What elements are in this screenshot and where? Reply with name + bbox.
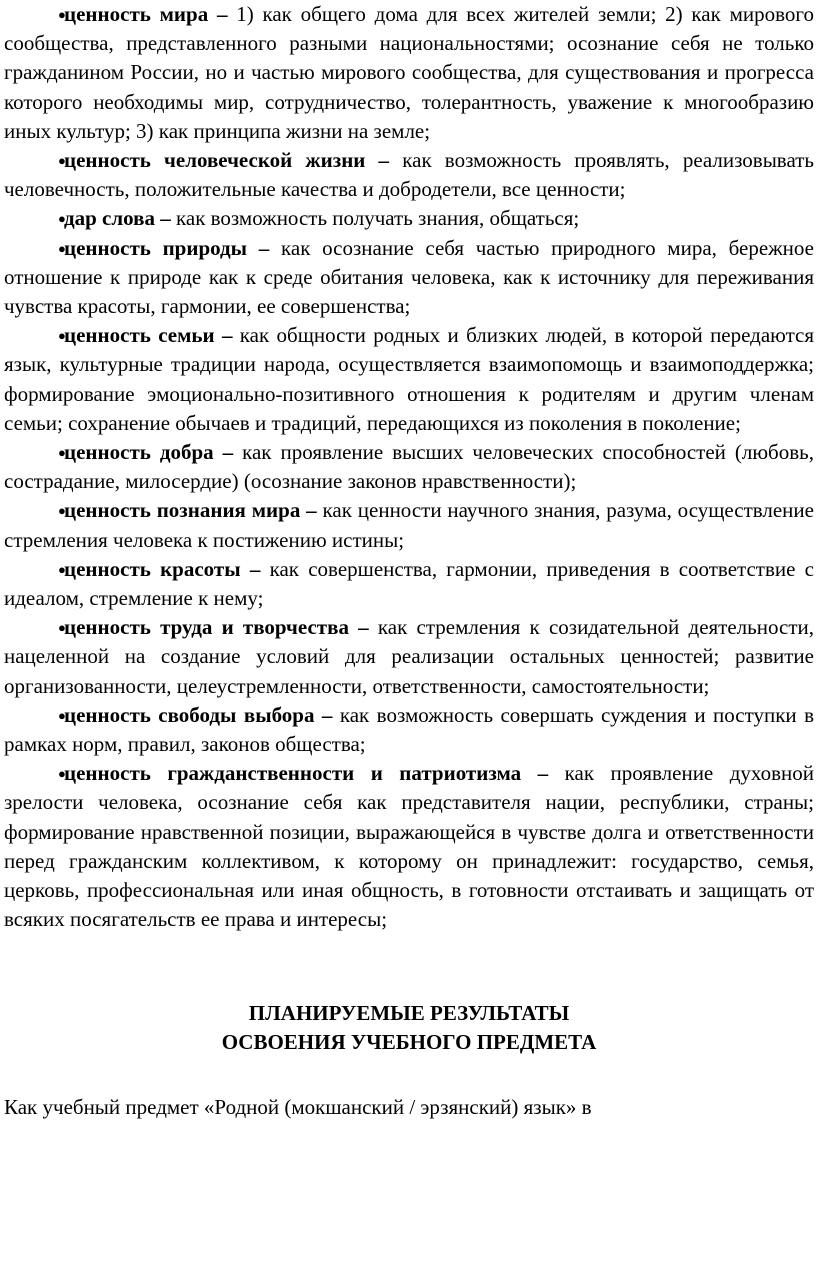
value-dash: – <box>365 148 403 173</box>
value-term: дар слова <box>64 206 155 231</box>
value-term: ценность мира <box>64 2 209 26</box>
bullet-icon: ● <box>58 211 66 227</box>
value-description: как проявление духовной зрелости человека, осознание себя как представителя нации, республики, страны; формирование нравственной позиции, выражающейся в чувстве долга и ответственности перед гражданским коллективом, к которому он принадлежит: государство, семья, церковь, профессиональная или иная общность, в готовности отстаивать и защищать от всяких посягательств ее права и интересы; <box>4 761 815 932</box>
bullet-icon: ● <box>58 503 66 519</box>
value-dash: – <box>213 440 243 465</box>
bullet-icon: ● <box>58 7 66 22</box>
bullet-icon: ● <box>58 445 66 461</box>
value-term: ценность семьи <box>64 323 215 348</box>
value-term: ценность красоты <box>64 556 241 581</box>
value-dash: – <box>208 2 237 26</box>
value-list-item <box>4 701 814 759</box>
value-list-item <box>4 146 814 204</box>
bullet-icon: ● <box>58 707 66 723</box>
bullet-icon: ● <box>58 561 66 577</box>
value-list-item <box>4 321 814 438</box>
value-list-item <box>4 555 814 613</box>
value-description: как возможность получать знания, общаться; <box>175 206 580 231</box>
bullet-icon: ● <box>58 328 66 344</box>
value-dash: – <box>521 761 565 786</box>
value-term: ценность гражданственности и патриотизма <box>64 761 522 786</box>
value-description: как возможность проявлять, реализовывать человечность, положительные качества и добродетели, все ценности; <box>4 148 814 202</box>
value-dash: – <box>154 206 176 231</box>
value-dash: – <box>314 702 340 727</box>
value-dash: – <box>214 323 240 348</box>
value-term: ценность природы <box>64 235 248 260</box>
value-list-item <box>4 496 814 554</box>
value-list-item <box>4 759 814 934</box>
bullet-icon: ● <box>58 153 66 169</box>
value-list-item <box>4 0 814 146</box>
value-dash: – <box>247 235 282 260</box>
bullet-icon: ● <box>58 240 66 256</box>
value-term: ценность человеческой жизни <box>64 148 366 173</box>
value-description: 1) как общего дома для всех жителей земли; 2) как мирового сообщества, представленного разными национальностями; осознание себя не только гражданином России, но и частью мирового сообщества, для существования и прогресса которого необходимы мир, сотрудничество, толерантность, уважение к многообразию иных культур; 3) как принципа жизни на земле; <box>4 2 814 143</box>
value-list-item <box>4 613 814 701</box>
values-list <box>4 0 814 935</box>
section-heading-line-2: ОСВОЕНИЯ УЧЕБНОГО ПРЕДМЕТА <box>221 1029 597 1054</box>
value-term: ценность добра <box>64 440 214 465</box>
value-term: ценность свободы выбора <box>64 702 315 727</box>
value-term: ценность познания мира <box>64 498 301 523</box>
value-dash: – <box>240 556 270 581</box>
value-description: как возможность совершать суждения и поступки в рамках норм, правил, законов общества; <box>4 702 815 757</box>
value-description: как совершенства, гармонии, приведения в соответствие с идеалом, стремление к нему; <box>4 556 814 611</box>
intro-paragraph: Как учебный предмет «Родной (мокшанский / эрзянский) язык» в <box>4 1094 592 1119</box>
value-description: как проявление высших человеческих способностей (любовь, сострадание, милосердие) (осознание законов нравственности); <box>4 440 814 494</box>
section-heading <box>4 999 814 1057</box>
bullet-icon: ● <box>58 620 66 636</box>
value-dash: – <box>300 498 323 523</box>
value-description: как осознание себя частью природного мира, бережное отношение к природе как к среде обитания человека, как к источнику для переживания чувства красоты, гармонии, ее совершенства; <box>4 235 814 319</box>
value-list-item <box>4 204 814 233</box>
value-dash: – <box>348 615 378 640</box>
value-description: как общности родных и близких людей, в которой передаются язык, культурные традиции народа, осуществляется взаимопомощь и взаимоподдержка; формирование эмоционально-позитивного отношения к родителям и другим членам семьи; сохранение обычаев и традиций, передающихся из поколения в поколение; <box>4 323 814 435</box>
value-term: ценность труда и творчества <box>64 615 349 640</box>
bullet-icon: ● <box>58 766 66 782</box>
value-list-item <box>4 438 814 496</box>
value-list-item <box>4 234 814 322</box>
value-description: как стремления к созидательной деятельности, нацеленной на создание условий для реализации остальных ценностей; развитие организованности, целеустремленности, ответственности, самостоятельности; <box>4 615 814 698</box>
section-heading-line-1: ПЛАНИРУЕМЫЕ РЕЗУЛЬТАТЫ <box>248 1000 570 1025</box>
value-description: как ценности научного знания, разума, осуществление стремления человека к постижению истины; <box>4 498 814 552</box>
